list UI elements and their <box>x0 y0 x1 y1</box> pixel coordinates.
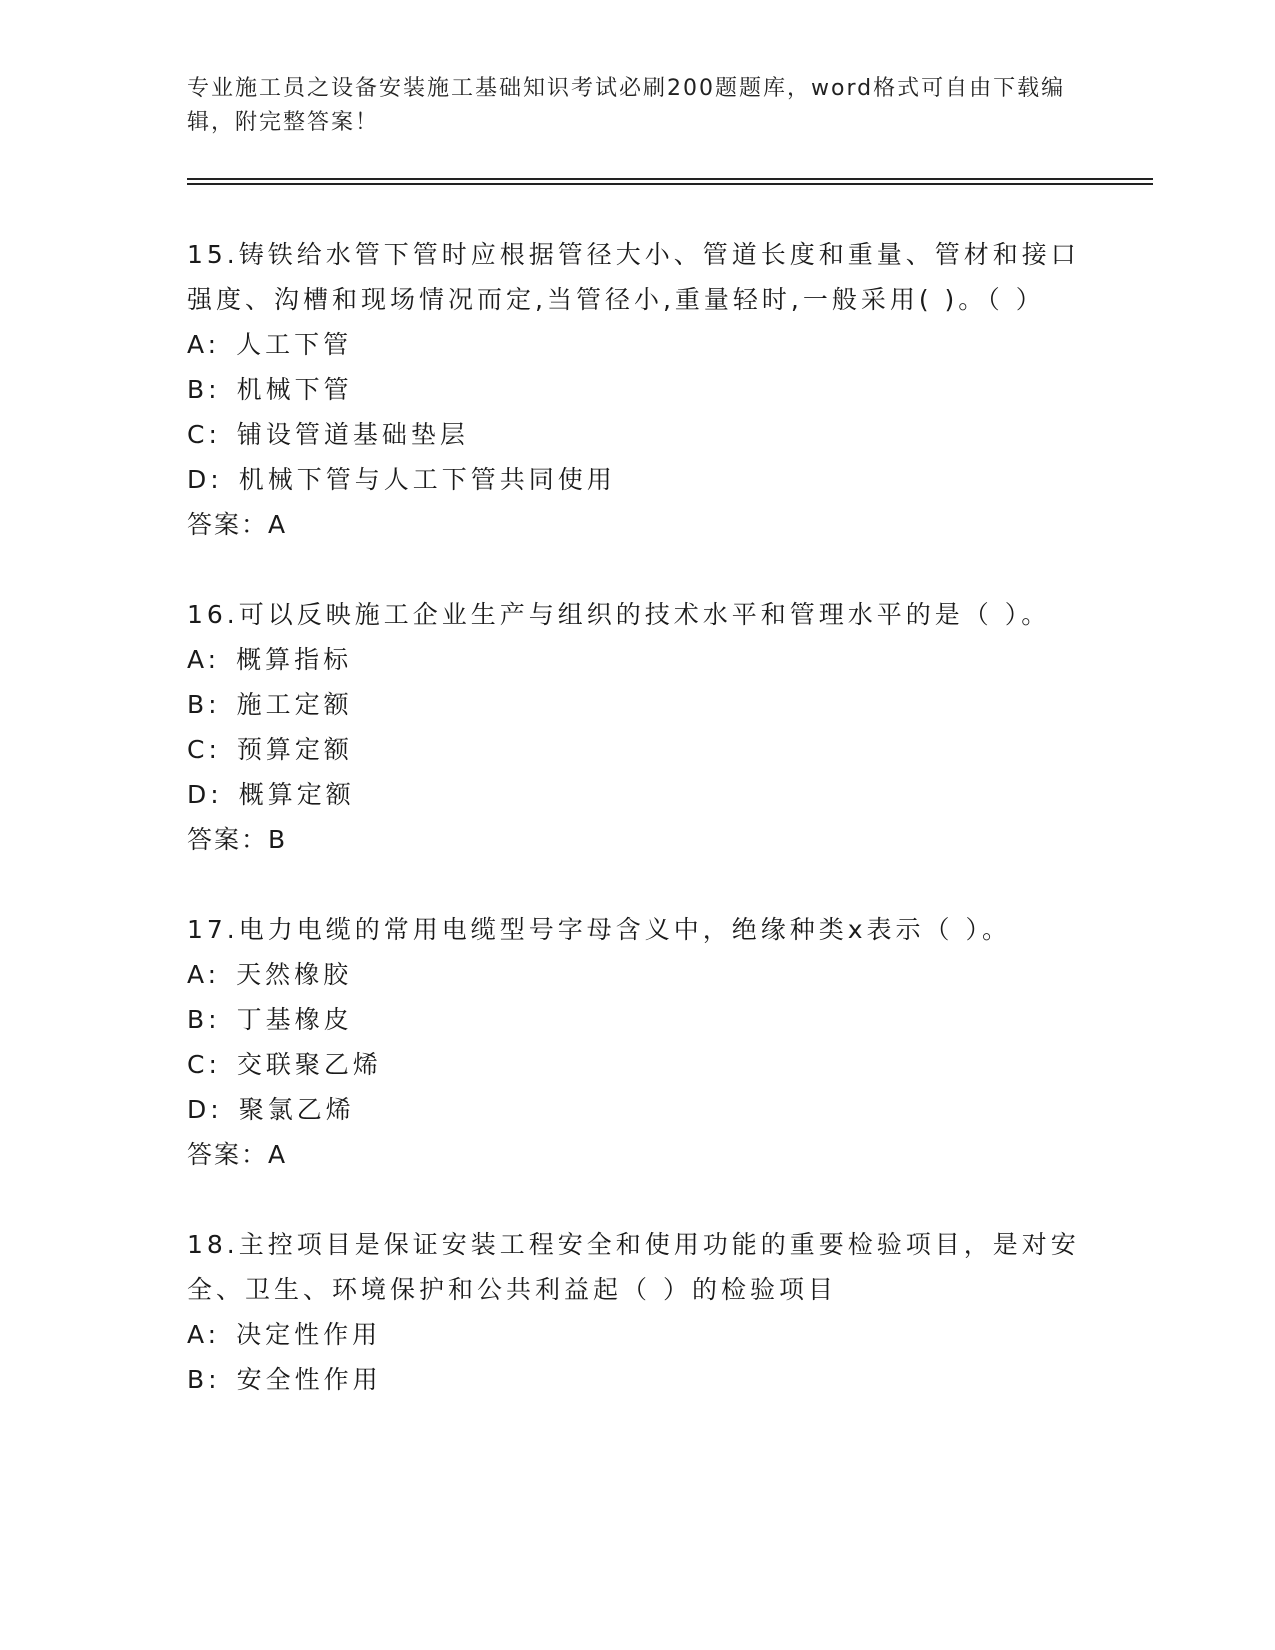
option-b <box>187 1357 1087 1402</box>
option-text: 交联聚乙烯 <box>236 1050 382 1079</box>
question-text: 15.铸铁给水管下管时应根据管径大小、管道长度和重量、管材和接口强度、沟槽和现场情况而定,当管径小,重量轻时,一般采用( )。（ ） <box>187 240 1080 314</box>
option-text: 人工下管 <box>236 330 353 359</box>
document-header <box>187 72 1087 140</box>
option-text: 聚氯乙烯 <box>238 1095 355 1124</box>
answer-line: 答案：B <box>187 825 288 854</box>
option-letter: D: <box>187 1095 223 1124</box>
option-d <box>187 772 1087 817</box>
option-text: 预算定额 <box>236 735 353 764</box>
option-letter: B: <box>187 375 221 404</box>
question-text: 18.主控项目是保证安装工程安全和使用功能的重要检验项目，是对安全、卫生、环境保护和公共利益起（ ）的检验项目 <box>187 1230 1080 1304</box>
option-text: 机械下管与人工下管共同使用 <box>238 465 616 494</box>
option-a <box>187 952 1087 997</box>
answer-line: 答案：A <box>187 510 288 539</box>
option-a <box>187 637 1087 682</box>
option-b <box>187 682 1087 727</box>
option-text: 安全性作用 <box>236 1365 382 1394</box>
option-text: 铺设管道基础垫层 <box>236 420 469 449</box>
option-text: 丁基橡皮 <box>236 1005 353 1034</box>
question-15 <box>187 232 1087 547</box>
option-c <box>187 412 1087 457</box>
option-text: 机械下管 <box>236 375 353 404</box>
option-d <box>187 1087 1087 1132</box>
option-letter: A: <box>187 645 221 674</box>
option-text: 概算指标 <box>236 645 353 674</box>
option-letter: C: <box>187 1050 221 1079</box>
option-letter: B: <box>187 1005 221 1034</box>
option-letter: A: <box>187 1320 221 1349</box>
option-a <box>187 1312 1087 1357</box>
question-18 <box>187 1222 1087 1402</box>
option-letter: D: <box>187 465 223 494</box>
option-c <box>187 1042 1087 1087</box>
answer-line: 答案：A <box>187 1140 288 1169</box>
question-text: 16.可以反映施工企业生产与组织的技术水平和管理水平的是（ ）。 <box>187 600 1051 629</box>
option-text: 决定性作用 <box>236 1320 382 1349</box>
option-text: 施工定额 <box>236 690 353 719</box>
question-17 <box>187 907 1087 1177</box>
option-b <box>187 997 1087 1042</box>
option-a <box>187 322 1087 367</box>
header-divider-bottom <box>187 183 1153 185</box>
question-text: 17.电力电缆的常用电缆型号字母含义中，绝缘种类x表示（ ）。 <box>187 915 1012 944</box>
option-letter: A: <box>187 960 221 989</box>
document-title: 专业施工员之设备安装施工基础知识考试必刷200题题库，word格式可自由下载编辑，附完整答案！ <box>187 76 1066 135</box>
option-letter: D: <box>187 780 223 809</box>
question-16 <box>187 592 1087 862</box>
question-list <box>187 232 1087 1447</box>
option-letter: C: <box>187 420 221 449</box>
option-letter: B: <box>187 1365 221 1394</box>
option-letter: A: <box>187 330 221 359</box>
option-text: 天然橡胶 <box>236 960 353 989</box>
option-b <box>187 367 1087 412</box>
option-text: 概算定额 <box>238 780 355 809</box>
option-d <box>187 457 1087 502</box>
option-c <box>187 727 1087 772</box>
option-letter: B: <box>187 690 221 719</box>
option-letter: C: <box>187 735 221 764</box>
header-divider-top <box>187 178 1153 180</box>
